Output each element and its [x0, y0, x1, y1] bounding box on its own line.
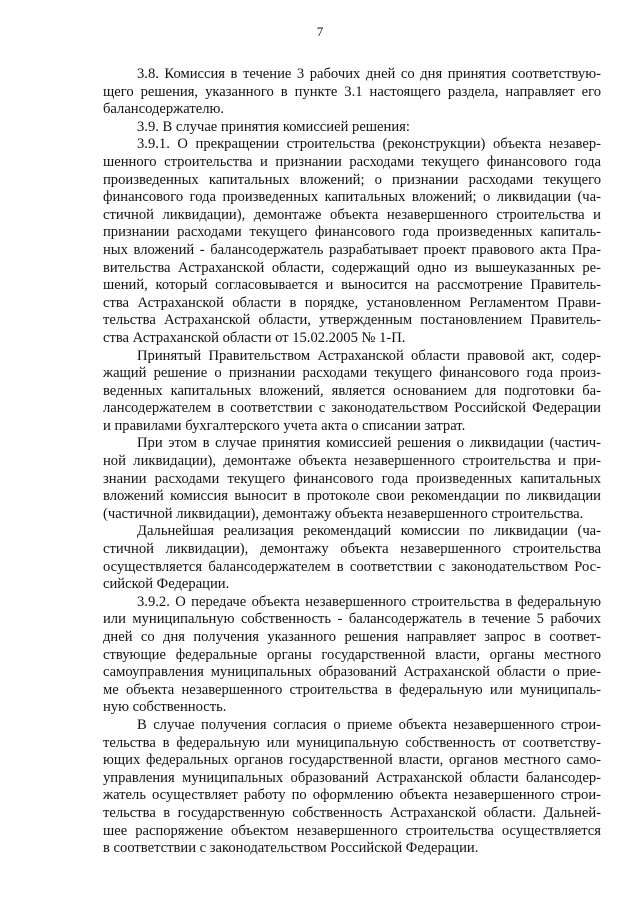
text-line: жащий решение о признании расходами текущего финансового года произ-	[103, 365, 601, 382]
text-line: Принятый Правительством Астраханской области правовой акт, содер-	[137, 347, 601, 364]
text-line: балансодержателю.	[103, 101, 225, 118]
document-body	[103, 66, 601, 858]
text-line: финансового года произведенных капитальных вложений; о ликвидации (ча-	[103, 189, 601, 206]
text-line: вложений комиссия выносит в протоколе свои рекомендации по ликвидации	[103, 488, 601, 505]
text-line: ства Астраханской области в порядке, установленном Регламентом Прави-	[103, 294, 601, 311]
text-line: 3.8. Комиссия в течение 3 рабочих дней со дня принятия соответствую-	[137, 66, 601, 82]
text-line: признании расходами текущего финансового года произведенных капиталь-	[103, 224, 601, 241]
text-line: веденных капитальных вложений, является основанием для подготовки ба-	[103, 382, 601, 399]
text-line: шений, который согласовывается и выносится на рассмотрение Правитель-	[103, 277, 601, 294]
text-line: сийской Федерации.	[103, 576, 230, 593]
text-line: осуществляется балансодержателем в соответствии с законодательством Рос-	[103, 558, 601, 575]
text-line: и правилами бухгалтерского учета акта о списании затрат.	[103, 417, 466, 434]
text-line: лансодержателем в соответствии с законодательством Российской Федерации	[103, 400, 601, 417]
text-line: самоуправления муниципальных образований Астраханской области о прие-	[103, 664, 601, 681]
text-line: В случае получения согласия о приеме объекта незавершенного строи-	[137, 716, 601, 733]
text-line: 3.9.1. О прекращении строительства (реконструкции) объекта незавер-	[137, 136, 601, 153]
page-number: 7	[316, 24, 324, 39]
text-line: ме объекта незавершенного строительства в федеральную или муниципаль-	[103, 681, 601, 698]
text-line: ства Астраханской области от 15.02.2005 № 1-П.	[103, 329, 406, 346]
text-line: Дальнейшая реализация рекомендаций комиссии по ликвидации (ча-	[137, 523, 601, 540]
text-line: жатель осуществляет работу по оформлению объекта незавершенного строи-	[103, 787, 601, 804]
text-line: тельства в федеральную или муниципальную собственность от соответству-	[103, 734, 601, 751]
text-line: щего решения, указанного в пункте 3.1 настоящего раздела, направляет его	[103, 83, 601, 100]
text-line: стичной ликвидации), демонтажу объекта незавершенного строительства	[103, 541, 601, 558]
text-line: управления муниципальных образований Астраханской области балансодер-	[103, 769, 601, 786]
text-line: (частичной ликвидации), демонтажу объекта незавершенного строительства.	[103, 505, 584, 522]
text-line: ную собственность.	[103, 699, 227, 716]
text-line: шее распоряжение объектом незавершенного строительства осуществляется	[103, 822, 601, 839]
text-line: произведенных капитальных вложений; о признании расходами текущего	[103, 171, 601, 188]
text-line: ных вложений - балансодержатель разрабатывает проект правового акта Пра-	[103, 241, 601, 258]
text-line: или муниципальную собственность - балансодержатель в течение 5 рабочих	[103, 611, 601, 628]
text-line: 3.9.2. О передаче объекта незавершенного строительства в федеральную	[137, 593, 601, 610]
text-line: в соответствии с законодательством Российской Федерации.	[103, 840, 479, 857]
text-line: шенного строительства и признании расходами текущего финансового года	[103, 153, 601, 170]
text-line: знании расходами текущего финансового года произведенных капитальных	[103, 470, 601, 487]
text-line: 3.9. В случае принятия комиссией решения:	[137, 118, 410, 135]
text-line: вительства Астраханской области, содержащий одно из вышеуказанных ре-	[103, 259, 601, 276]
text-line: ствующие федеральные органы государственной власти, органы местного	[103, 646, 601, 663]
text-line: ной ликвидации), демонтаже объекта незавершенного строительства и при-	[103, 453, 601, 470]
text-line: тельства Астраханской области, утвержденным постановлением Правитель-	[103, 312, 601, 329]
text-line: При этом в случае принятия комиссией решения о ликвидации (частич-	[137, 435, 601, 452]
text-line: дней со дня получения указанного решения направляет запрос в соответ-	[103, 629, 601, 645]
text-line: тельства в государственную собственность Астраханской области. Дальней-	[103, 804, 601, 821]
text-line: ющих федеральных органов государственной власти, органов местного само-	[103, 752, 601, 769]
text-line: стичной ликвидации), демонтаже объекта незавершенного строительства и	[103, 206, 601, 223]
